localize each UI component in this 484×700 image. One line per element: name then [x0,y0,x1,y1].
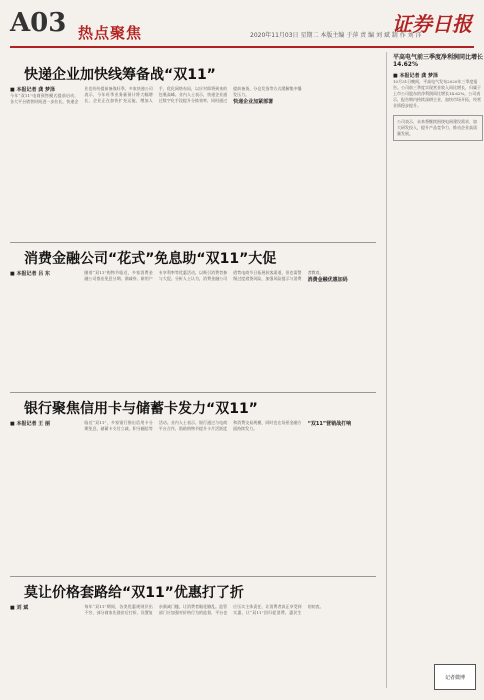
article-headline: 快递企业加快线筹备战“双11” [24,67,216,83]
qr-code: 记者微博 [434,664,476,690]
article-commentary [10,582,376,688]
page-number: A03 [10,8,67,38]
article-byline: ■ 本报记者 王 丽 [10,421,50,427]
article-byline: ■ 本报记者 龚 梦泽 [10,87,55,93]
sidebar-box [393,115,483,141]
article-courier [10,64,376,242]
newspaper-logo: 证券日报 [392,12,472,36]
article-text: 临近“双11”，多家银行推出信用卡分期免息、储蓄卡支付立减、积分翻倍等活动。业内人士表示，银行通过与电商平台合作，借助购物节提升卡片活跃度和消费交易规模，同时也在场景金融方面持续发力。 [84,420,302,431]
article-body [10,604,376,616]
article-byline: ■ 刘 斌 [10,605,29,611]
article-subhead: 快递企业加紧部署 [233,99,274,105]
article-body [10,420,376,432]
article-headline: 消费金融公司“花式”免息助“双11”大促 [24,251,277,267]
article-byline: ■ 本报记者 吕 东 [10,271,50,277]
sidebar-column [386,52,483,688]
masthead [0,0,484,46]
section-divider [10,242,376,243]
section-divider [10,576,376,577]
article-consumer-finance [10,248,376,386]
section-title: 热点聚焦 [78,24,143,42]
main-column [10,52,376,688]
section-divider [10,392,376,393]
article-text: 每年“双11”期间，各类优惠规则层出不穷，部分商家先涨价后打折、设置复杂满减门槛，让消费者眼花缭乱。监管部门应加强对价格行为的监督，平台也应压实主体责任，让消费者真正享受到实惠，让“双11”回归促消费、惠民生的初衷。 [84,604,324,615]
sidebar-byline: ■ 本报记者 龚 梦泽 [393,73,438,79]
article-text: 今年“双11”电商预售模式提前启动，各大平台销售时间进一步拉长，快递企业也纷纷提前备战旺季。多家快递公司表示，今年旺季业务量预计将大幅增长，企业正在加快扩充运能、增加人手、优化网络布局，以应对即将到来的包裹高峰。业内人士表示，快递企业通过数字化手段提升分拣效率，同时通过提前备货、分仓发货等方式缓解集中爆发压力。 [10,86,302,104]
article-headline: 莫让价格套路给“双11”优惠打了折 [24,585,244,601]
sidebar-headline: 平高电气前三季度净利润同比增长14.62% [393,54,484,68]
article-body [10,270,376,283]
article-subhead: 消费金融优惠加码 [307,277,348,283]
sidebar-box-text: 公司表示，未来将继续围绕电网建设需求，加大研发投入，提升产品竞争力，推动企业高质量发展。 [397,119,477,136]
article-subhead: “双11”营销战打响 [307,421,352,427]
article-headline: 银行聚焦信用卡与储蓄卡发力“双11” [24,401,258,417]
article-body [10,86,376,105]
article-bank-cards [10,398,376,548]
edition-meta: 2020年11月03日 星期二 本版主编 于萍 责 编 刘 斌 制 作 刘 洋 [250,32,422,39]
article-text: 随着“双11”购物节临近，多家消费金融公司推出免息分期、满减券、新用户专享利率等优惠活动，以吸引消费者参与大促。分析人士认为，消费金融公司借势电商节日拓展获客渠道，但也需警惕过度借贷风险，加强风险提示与消费者教育。 [84,270,324,281]
sidebar-text: 10月31日晚间，平高电气发布2020年三季度报告。公司前三季度实现营业收入同比增长，归属于上市公司股东的净利润同比增长14.62%。公司表示，报告期内持续深耕主业，加快市场开拓，经营业绩稳步提升。 [393,79,481,108]
header-rule [10,46,474,48]
